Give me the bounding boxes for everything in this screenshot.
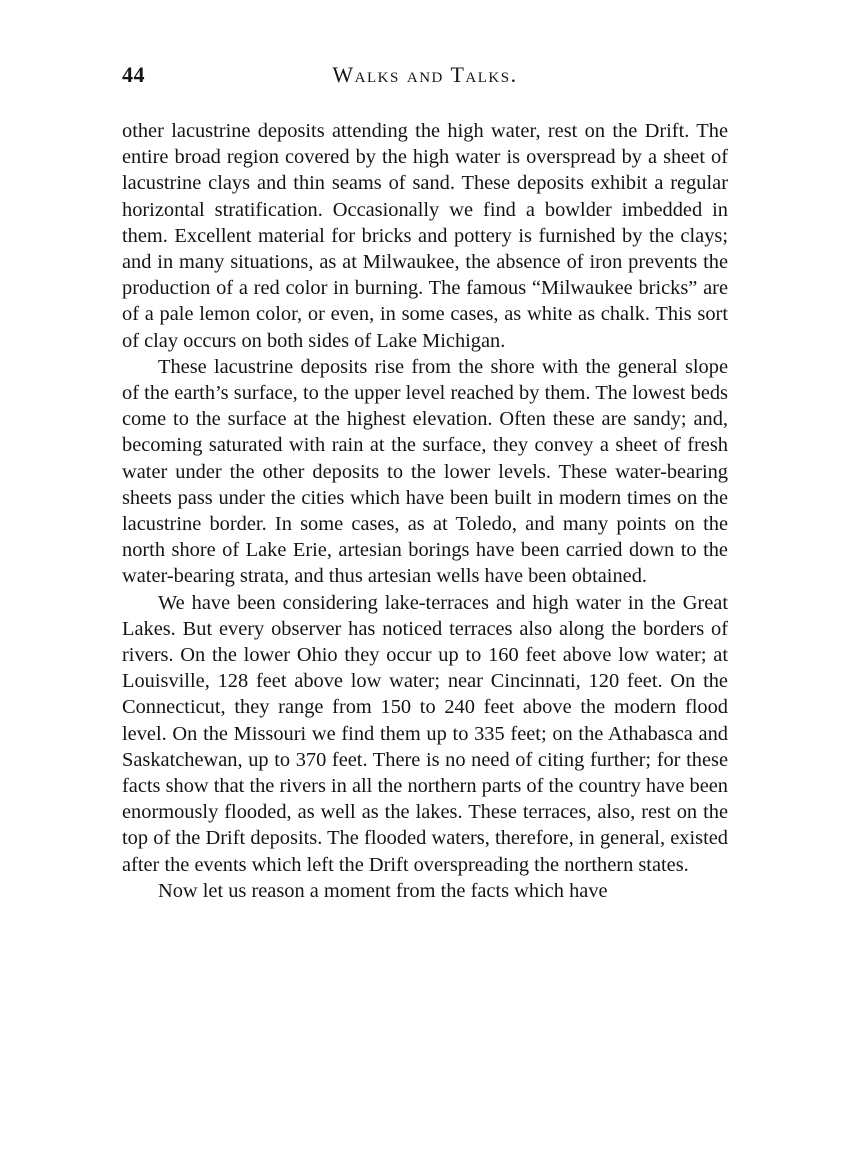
- paragraph-reasoning: Now let us reason a moment from the facts which have: [158, 879, 608, 902]
- book-page: [122, 62, 728, 904]
- body-text: [122, 118, 728, 904]
- paragraph-river-terraces: We have been considering lake-terraces and high water in the Great Lakes. But every observer has noticed terraces also along the borders of rivers. On the lower Ohio they occur up to 160 feet above low water; at Louisville, 128 feet above low water; near Cincinnati, 120 feet. On the Connecticut, they range from 150 to 240 feet above the modern flood level. On the Missouri we find them up to 335 feet; on the Athabasca and Saskatchewan, up to 370 feet. There is no need of citing further; for these facts show that the rivers in all the northern parts of the country have been enormously flooded, as well as the lakes. These terraces, also, rest on the top of the Drift deposits. The flooded waters, therefore, in general, existed after the events which left the Drift overspreading the northern states.: [122, 591, 728, 876]
- paragraph-continued: other lacustrine deposits attending the high water, rest on the Drift. The entire broad region covered by the high water is overspread by a sheet of lacustrine clays and thin seams of sand. These deposits exhibit a regular horizontal stratification. Occasionally we find a bowlder imbedded in them. Excellent material for bricks and pottery is furnished by the clays; and in many situations, as at Milwaukee, the absence of iron prevents the production of a red color in burning. The famous “Milwaukee bricks” are of a pale lemon color, or even, in some cases, as white as chalk. This sort of clay occurs on both sides of Lake Michigan.: [122, 120, 728, 352]
- page-header: [122, 62, 728, 92]
- paragraph-lacustrine-deposits: These lacustrine deposits rise from the shore with the general slope of the earth’s surface, to the upper level reached by them. The lowest beds come to the surface at the highest elevation. Often these are sandy; and, becoming saturated with rain at the surface, they convey a sheet of fresh water under the other deposits to the lower levels. These water-bearing sheets pass under the cities which have been built in modern times on the lacustrine border. In some cases, as at Toledo, and many points on the north shore of Lake Erie, artesian borings have been carried down to the water-bearing strata, and thus artesian wells have been obtained.: [122, 355, 728, 588]
- running-title: Walks and Talks.: [332, 62, 518, 87]
- page-number: 44: [122, 62, 145, 87]
